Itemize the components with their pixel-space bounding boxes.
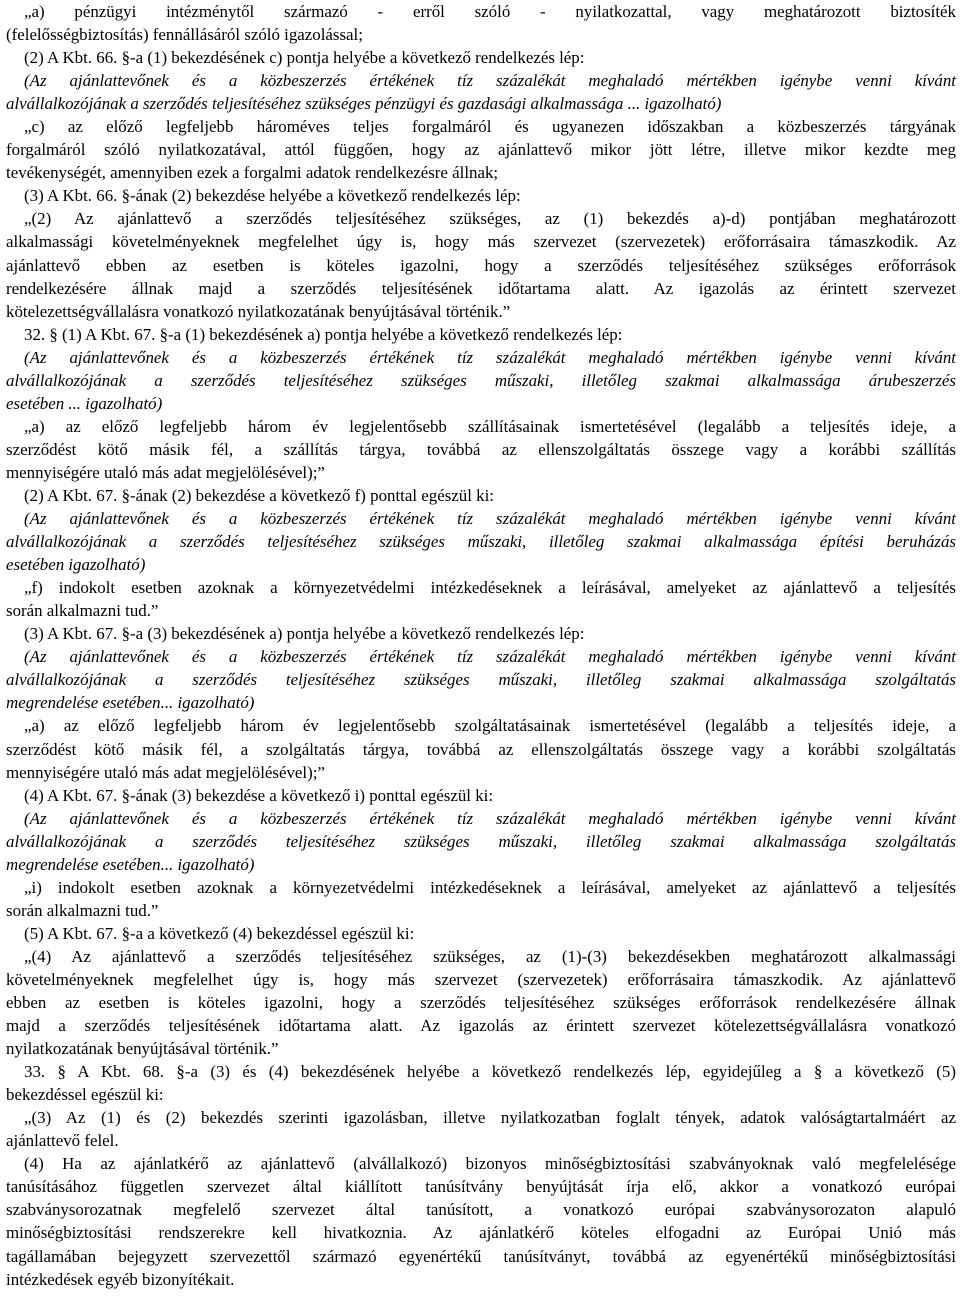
- paragraph-p21: [6, 1060, 956, 1106]
- text-line: „(3) Az (1) és (2) bekezdés szerinti igazolásban, illetve nyilatkozatban foglalt tények, adatok valóságtartalmáért az: [24, 1108, 956, 1128]
- text-line: (4) Ha az ajánlatkérő az ajánlattevő (alvállalkozó) bizonyos minőségbiztosítási szabványoknak való megfelelésége: [24, 1154, 956, 1174]
- paragraph-p15: [6, 714, 956, 783]
- text-line: ebben az esetben is köteles igazolni, hogy a szerződés teljesítéséhez szükséges erőforrások rendelkezésére állnak: [6, 993, 956, 1013]
- text-line: (Az ajánlattevőnek és a közbeszerzés értékének tíz százalékát meghaladó mértékben igénybe venni kívánt: [24, 647, 956, 667]
- text-line: szabványsorozatnak megfelelő szervezet által tanúsított, a vonatkozó európai szabványsorozaton alapuló: [6, 1200, 956, 1220]
- paragraph-p11: [6, 507, 956, 576]
- text-line: intézkedések egyéb bizonyítékait.: [6, 1269, 235, 1289]
- text-line: rendelkezésére állnak majd a szerződés teljesítésének időtartama alatt. Az igazolás az érintett szervezet: [6, 278, 956, 298]
- text-line: mennyiségére utaló más adat megjelölésével);”: [6, 462, 325, 482]
- text-line: „a) az előző legfeljebb három év legjelentősebb szállításainak ismertetésével (legalább a teljesítés ideje, a: [24, 416, 956, 436]
- paragraph-p04: [6, 115, 956, 184]
- paragraph-p16: [6, 784, 956, 807]
- text-line: (Az ajánlattevőnek és a közbeszerzés értékének tíz százalékát meghaladó mértékben igénybe venni kívánt: [24, 347, 956, 367]
- paragraph-p18: [6, 876, 956, 922]
- text-line: (2) A Kbt. 66. §-a (1) bekezdésének c) pontja helyébe a következő rendelkezés lép:: [24, 48, 585, 68]
- text-line: nyilatkozatának benyújtásával történik.”: [6, 1039, 279, 1059]
- paragraph-p23: [6, 1152, 956, 1290]
- text-line: (3) A Kbt. 66. §-ának (2) bekezdése helyébe a következő rendelkezés lép:: [24, 186, 521, 206]
- paragraph-p20: [6, 945, 956, 1060]
- text-line: (felelősségbiztosítás) fennállásáról szóló igazolással;: [6, 25, 363, 45]
- text-line: (5) A Kbt. 67. §-a a következő (4) bekezdéssel egészül ki:: [24, 923, 415, 943]
- text-line: tanúsításához független szervezet által kiállított tanúsítvány benyújtását írja elő, akkor a vonatkozó európai: [6, 1177, 956, 1197]
- text-line: bekezdéssel egészül ki:: [6, 1085, 164, 1105]
- text-line: alkalmassági követelményeknek megfelelhet úgy is, hogy más szervezet (szervezetek) erőforrásaira támaszkodik. Az: [6, 232, 956, 252]
- text-line: szerződést kötő másik fél, a szolgáltatás tárgya, továbbá az ellenszolgáltatás összege vagy a korábbi szolgáltatás: [6, 739, 956, 759]
- paragraph-p05: [6, 184, 956, 207]
- text-line: tagállamában bejegyzett szervezettől származó egyenértékű tanúsítványt, továbbá az egyenértékű minőségbiztosítási: [6, 1246, 956, 1266]
- text-line: „(2) Az ajánlattevő a szerződés teljesítéséhez szükséges, az (1) bekezdés a)-d) pontjában meghatározott: [24, 209, 956, 229]
- paragraph-p17: [6, 807, 956, 876]
- paragraph-p06: [6, 207, 956, 322]
- text-line: alvállalkozójának a szerződés teljesítéséhez szükséges műszaki, illetőleg szakmai alkalmassága árubeszerzés: [6, 370, 956, 390]
- text-line: alvállalkozójának a szerződés teljesítéséhez szükséges műszaki, illetőleg szakmai alkalmassága szolgáltatás: [6, 670, 956, 690]
- text-line: 33. § A Kbt. 68. §-a (3) és (4) bekezdésének helyébe a következő rendelkezés lép, egyidejűleg a § a következő (5): [24, 1062, 956, 1082]
- text-line: követelményeknek megfelelhet úgy is, hogy más szervezet (szervezetek) erőforrásaira támaszkodik. Az ajánlattevő: [6, 969, 956, 989]
- text-line: „c) az előző legfeljebb hároméves teljes forgalmáról és ugyanezen időszakban a közbeszerzés tárgyának: [24, 117, 956, 137]
- text-line: alvállalkozójának a szerződés teljesítéséhez szükséges pénzügyi és gazdasági alkalmassága ... igazolható): [6, 94, 722, 114]
- text-line: során alkalmazni tud.”: [6, 601, 159, 621]
- paragraph-p09: [6, 415, 956, 484]
- document-body: [6, 0, 956, 1291]
- text-line: (Az ajánlattevőnek és a közbeszerzés értékének tíz százalékát meghaladó mértékben igénybe venni kívánt: [24, 71, 956, 91]
- text-line: ajánlattevő ebben az esetben is köteles igazolni, hogy a szerződés teljesítéséhez szükséges erőforrások: [6, 255, 956, 275]
- text-line: esetében ... igazolható): [6, 393, 163, 413]
- paragraph-p03: [6, 69, 956, 115]
- paragraph-p12: [6, 576, 956, 622]
- text-line: „f) indokolt esetben azoknak a környezetvédelmi intézkedéseknek a leírásával, amelyeket az ajánlattevő a teljesítés: [24, 578, 956, 598]
- text-line: szerződést kötő másik fél, a szállítás tárgya, továbbá az ellenszolgáltatás összege vagy a korábbi szállítás: [6, 439, 956, 459]
- text-line: ajánlattevő felel.: [6, 1131, 119, 1151]
- paragraph-p13: [6, 622, 956, 645]
- paragraph-p19: [6, 922, 956, 945]
- paragraph-p08: [6, 346, 956, 415]
- text-line: forgalmáról szóló nyilatkozatával, attól függően, hogy az ajánlattevő mikor jött létre, illetve mikor kezdte meg: [6, 140, 956, 160]
- text-line: „a) pénzügyi intézménytől származó - erről szóló - nyilatkozattal, vagy meghatározott biztosíték: [24, 2, 956, 21]
- text-line: „i) indokolt esetben azoknak a környezetvédelmi intézkedéseknek a leírásával, amelyeket az ajánlattevő a teljesítés: [24, 877, 956, 897]
- text-line: esetében igazolható): [6, 555, 146, 575]
- text-line: „(4) Az ajánlattevő a szerződés teljesítéséhez szükséges, az (1)-(3) bekezdésekben meghatározott alkalmassági: [24, 946, 956, 966]
- text-line: majd a szerződés teljesítésének időtartama alatt. Az igazolás az érintett szervezet kötelezettségvállalásra vonatkozó: [6, 1016, 956, 1036]
- text-line: (Az ajánlattevőnek és a közbeszerzés értékének tíz százalékát meghaladó mértékben igénybe venni kívánt: [24, 509, 956, 529]
- text-line: minőségbiztosítási rendszerekre kell hivatkoznia. Az ajánlatkérő köteles elfogadni az Európai Unió más: [6, 1223, 956, 1243]
- text-line: (4) A Kbt. 67. §-ának (3) bekezdése a következő i) ponttal egészül ki:: [24, 785, 494, 805]
- text-line: 32. § (1) A Kbt. 67. §-a (1) bekezdésének a) pontja helyébe a következő rendelkezés lép:: [24, 324, 623, 344]
- text-line: (3) A Kbt. 67. §-a (3) bekezdésének a) pontja helyébe a következő rendelkezés lép:: [24, 624, 585, 644]
- paragraph-p10: [6, 484, 956, 507]
- text-line: tevékenységét, amennyiben ezek a forgalmi adatok rendelkezésre állnak;: [6, 163, 499, 183]
- text-line: alvállalkozójának a szerződés teljesítéséhez szükséges műszaki, illetőleg szakmai alkalmassága szolgáltatás: [6, 831, 956, 851]
- paragraph-p07: [6, 323, 956, 346]
- text-line: megrendelése esetében... igazolható): [6, 854, 255, 874]
- text-line: (Az ajánlattevőnek és a közbeszerzés értékének tíz százalékát meghaladó mértékben igénybe venni kívánt: [24, 808, 956, 828]
- text-line: mennyiségére utaló más adat megjelölésével);”: [6, 762, 325, 782]
- text-line: során alkalmazni tud.”: [6, 900, 159, 920]
- text-line: megrendelése esetében... igazolható): [6, 693, 255, 713]
- text-line: alvállalkozójának a szerződés teljesítéséhez szükséges műszaki, illetőleg szakmai alkalmassága építési beruházás: [6, 532, 956, 552]
- text-line: „a) az előző legfeljebb három év legjelentősebb szolgáltatásainak ismertetésével (legalább a teljesítés ideje, a: [24, 716, 956, 736]
- paragraph-p02: [6, 46, 956, 69]
- paragraph-p22: [6, 1106, 956, 1152]
- text-line: (2) A Kbt. 67. §-ának (2) bekezdése a következő f) ponttal egészül ki:: [24, 485, 494, 505]
- paragraph-p01: [6, 0, 956, 46]
- text-line: kötelezettségvállalásra vonatkozó nyilatkozatának benyújtásával történik.”: [6, 301, 511, 321]
- paragraph-p14: [6, 645, 956, 714]
